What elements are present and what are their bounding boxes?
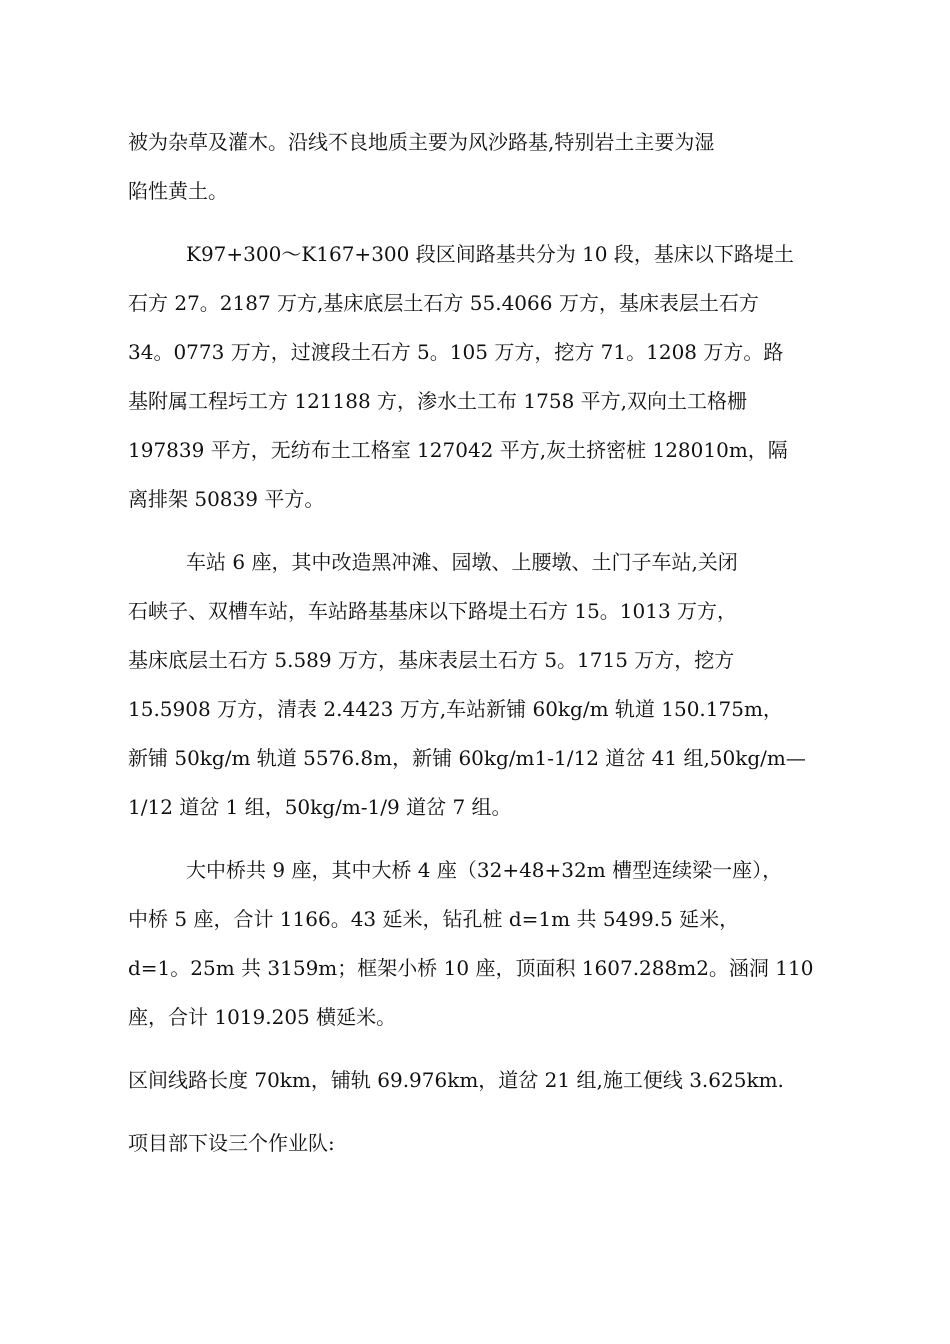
paragraph-work-teams: 项目部下设三个作业队: <box>128 1131 335 1155</box>
paragraph-stations: 车站 6 座，其中改造黑冲滩、园墩、上腰墩、土门子车站,关闭 石峡子、双槽车站，车站路基基床以下路堤土石方 15。1013 万方， 基床底层土石方 5.589 万方，基床表层土石方 5。1715 万方，挖方 15.5908 万方，清表 2.4423 万方,车站新铺 60kg/m 轨道 150.175m， 新铺 50kg/m 轨道 5576.8m，新铺 60kg/m1-1/12 道岔 41 组,50kg/m— 1/12 道岔 1 组，50kg/m-1/9 道岔 7 组。 <box>128 550 806 819</box>
paragraph-bridges-culverts: 大中桥共 9 座，其中大桥 4 座（32+48+32m 槽型连续梁一座）， 中桥 5 座，合计 1166。43 延米，钻孔桩 d=1m 共 5499.5 延米， d=1。25m 共 3159m；框架小桥 10 座，顶面积 1607.288m2。涵洞 110 座，合计 1019.205 横延米。 <box>128 858 814 1029</box>
document-page <box>128 118 846 1168</box>
paragraph-vegetation-geology: 被为杂草及灌木。沿线不良地质主要为风沙路基,特别岩土主要为湿 陷性黄土。 <box>128 130 715 203</box>
paragraph-line-length: 区间线路长度 70km，铺轨 69.976km，道岔 21 组,施工便线 3.625km. <box>128 1068 784 1092</box>
paragraph-subgrade-earthwork: K97+300～K167+300 段区间路基共分为 10 段，基床以下路堤土 石方 27。2187 万方,基床底层土石方 55.4066 万方，基床表层土石方 34。0773 万方，过渡段土石方 5。105 万方，挖方 71。1208 万方。路 基附属工程圬工方 121188 方，渗水土工布 1758 平方,双向土工格栅 197839 平方，无纺布土工格室 127042 平方,灰土挤密桩 128010m，隔 离排架 50839 平方。 <box>128 242 794 511</box>
